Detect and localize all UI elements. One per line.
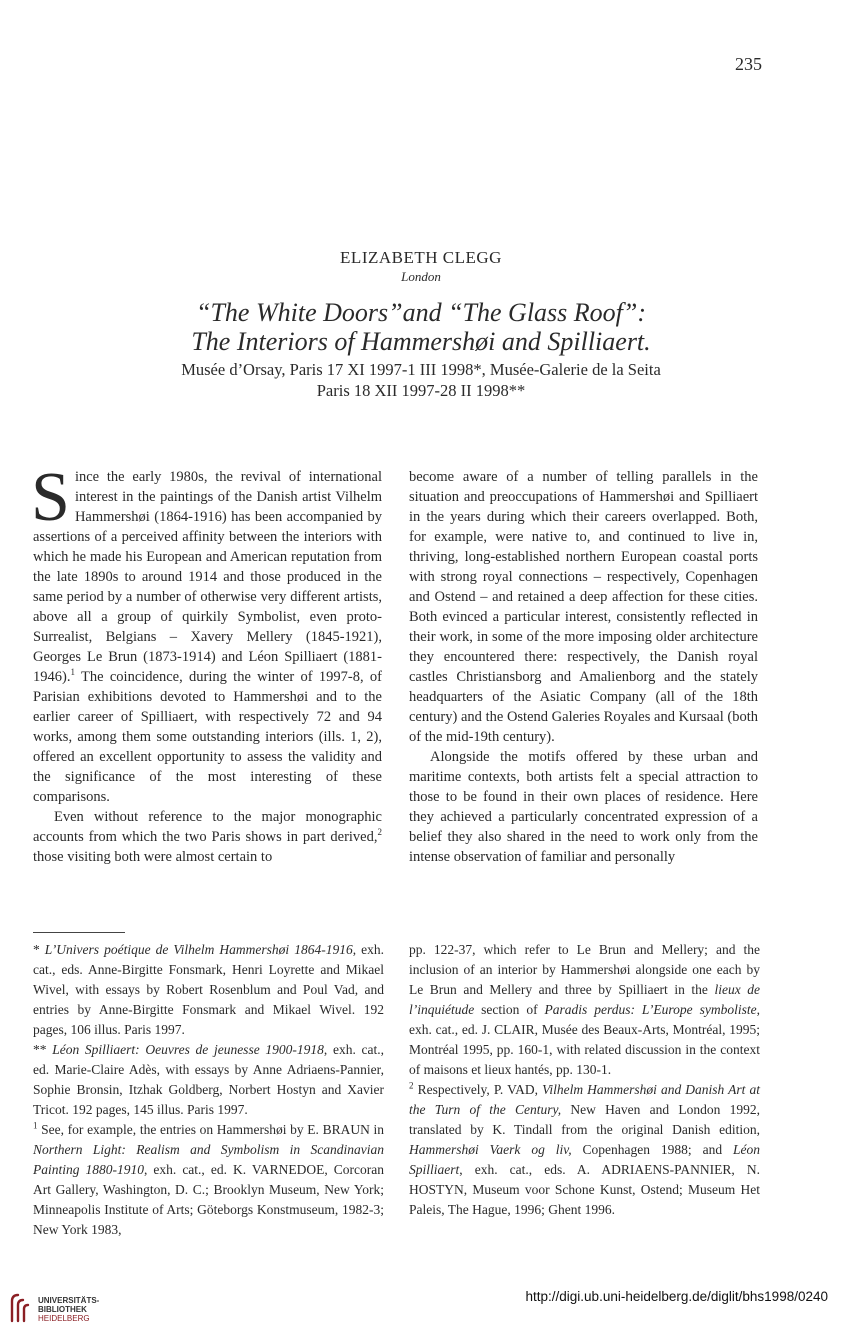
footnote-1-continued: pp. 122-37, which refer to Le Brun and Mellery; and the inclusion of an interior by Hammershøi alongside one each by Le Brun and Mellery and three by Spilliaert in the lieux de l’inquiétude section of Paradis perdus: L’Europe symboliste, exh. cat., ed. J. CLAIR, Musée des Beaux-Arts, Montréal, 1995; Montréal 1995, pp. 160-1, with related discussion in the context of maisons et lieux hantés, pp. 130-1. <box>409 942 761 1077</box>
author-name: ELIZABETH CLEGG <box>340 248 502 267</box>
library-name: UNIVERSITÄTS- BIBLIOTHEK HEIDELBERG <box>38 1296 100 1323</box>
footnote-double-star: ** Léon Spilliaert: Oeuvres de jeunesse 1900-1918, exh. cat., ed. Marie-Claire Adès, with essays by Anne Adriaens-Pannier, Sophie Bronsin, Itzhak Goldberg, Norbert Hostyn and Xavier Tricot. 192 pages, 145 illus. Paris 1997. <box>33 1042 385 1117</box>
footnotes-right <box>409 940 760 1220</box>
footnote-divider <box>33 932 125 933</box>
footnote-ref[interactable]: 1 <box>70 667 75 678</box>
title-line-1: “The White Doors”and “The Glass Roof”: <box>196 298 646 327</box>
library-footer <box>0 1277 842 1341</box>
body-paragraph: become aware of a number of telling parallels in the situation and preoccupations of Hammershøi and Spilliaert in the years during which their careers overlapped. Both, for example, were native to, and continued to live in, thriving, long-established northern European coastal ports with strong royal connections – respectively, Copenhagen and Ostend – and retained a deep affection for these cities. Both evinced a particular interest, consistently reflected in their work, in some of the more imposing older architecture they encountered there: respectively, the Danish royal castles Christiansborg and Amalienborg and the stately headquarters of the Asiatic Company (all of the 18th century) and the Ostend Galeries Royales and Kursaal (both of the mid-19th century). <box>409 469 758 745</box>
footnote-star: * L’Univers poétique de Vilhelm Hammershøi 1864-1916, exh. cat., eds. Anne-Birgitte Fonsmark, Henri Loyrette and Mikael Wivel, with essays by Robert Rosenblum and Poul Vad, and entries by Anne-Birgitte Fonsmark and Mikael Wivel. 192 pages, 106 illus. Paris 1997. <box>33 942 385 1037</box>
body-column-right <box>409 467 758 867</box>
body-paragraph: Alongside the motifs offered by these urban and maritime contexts, both artists felt a special attraction to those to be found in their own places of residence. Here they achieved a particularly concentrated expression of a belief they also shared in the need to work only from the intense observation of familiar and personally <box>409 749 758 865</box>
title-line-2: The Interiors of Hammershøi and Spilliaert. <box>191 327 651 356</box>
article-header <box>0 248 842 401</box>
venue-line-1: Musée d’Orsay, Paris 17 XI 1997-1 III 1998*, Musée-Galerie de la Seita <box>181 360 661 379</box>
page-number: 235 <box>735 54 762 74</box>
venue-line-2: Paris 18 XII 1997-28 II 1998** <box>316 381 526 400</box>
footnote-ref[interactable]: 2 <box>377 827 382 838</box>
author-city: London <box>401 269 441 284</box>
footnote-1: $^1$ See, for example, the entries on Hammershøi by E. BRAUN in Northern Light: Realism and Symbolism in Scandinavian Painting 1880-1910, exh. cat., ed. K. VARNEDOE, Corcoran Art Gallery, Washington, D. C.; Brooklyn Museum, New York; Minneapolis Institute of Arts; Göteborgs Konstmuseum, 1982-3; New York 1983, <box>33 1120 384 1237</box>
body-paragraph: Even without reference to the major monographic accounts from which the two Paris shows in part derived,$^2$ those visiting both were almost certain to <box>33 809 382 865</box>
permalink-url[interactable]: http://digi.ub.uni-heidelberg.de/diglit/bhs1998/0240 <box>525 1289 828 1304</box>
library-logo-icon[interactable] <box>8 1291 32 1325</box>
drop-cap: S <box>31 459 70 536</box>
body-paragraph: Since the early 1980s, the revival of international interest in the paintings of the Danish artist Vilhelm Hammershøi (1864-1916) has been accompanied by assertions of a perceived affinity between the interiors with which he made his European and American reputation from the late 1890s to around 1914 and those produced in the same period by a number of otherwise very different artists, above all a group of quirkily Symbolist, even proto-Surrealist, Belgians – Xavery Mellery (1845-1921), Georges Le Brun (1873-1914) and Léon Spilliaert (1881-1946).$^1$ The coincidence, during the winter of 1997-8, of Parisian exhibitions devoted to Hammershøi and to the earlier career of Spilliaert, with respectively 72 and 94 works, among them some outstanding interiors (ills. 1, 2), offered an excellent opportunity to assess the validity and the significance of the most interesting of these comparisons. <box>31 459 382 805</box>
footnotes-left <box>33 940 384 1240</box>
article-title <box>0 298 842 356</box>
body-column-left <box>31 459 382 867</box>
footnote-2: $^2$ Respectively, P. VAD, Vilhelm Hammershøi and Danish Art at the Turn of the Century, New Haven and London 1992, translated by K. Tindall from the original Danish edition, Hammershøi Vaerk og liv, Copenhagen 1988; and Léon Spilliaert, exh. cat., eds. A. ADRIAENS-PANNIER, N. HOSTYN, Museum voor Schone Kunst, Ostend; Museum Het Paleis, The Hague, 1996; Ghent 1996. <box>409 1080 760 1217</box>
exhibition-venue <box>0 359 842 401</box>
